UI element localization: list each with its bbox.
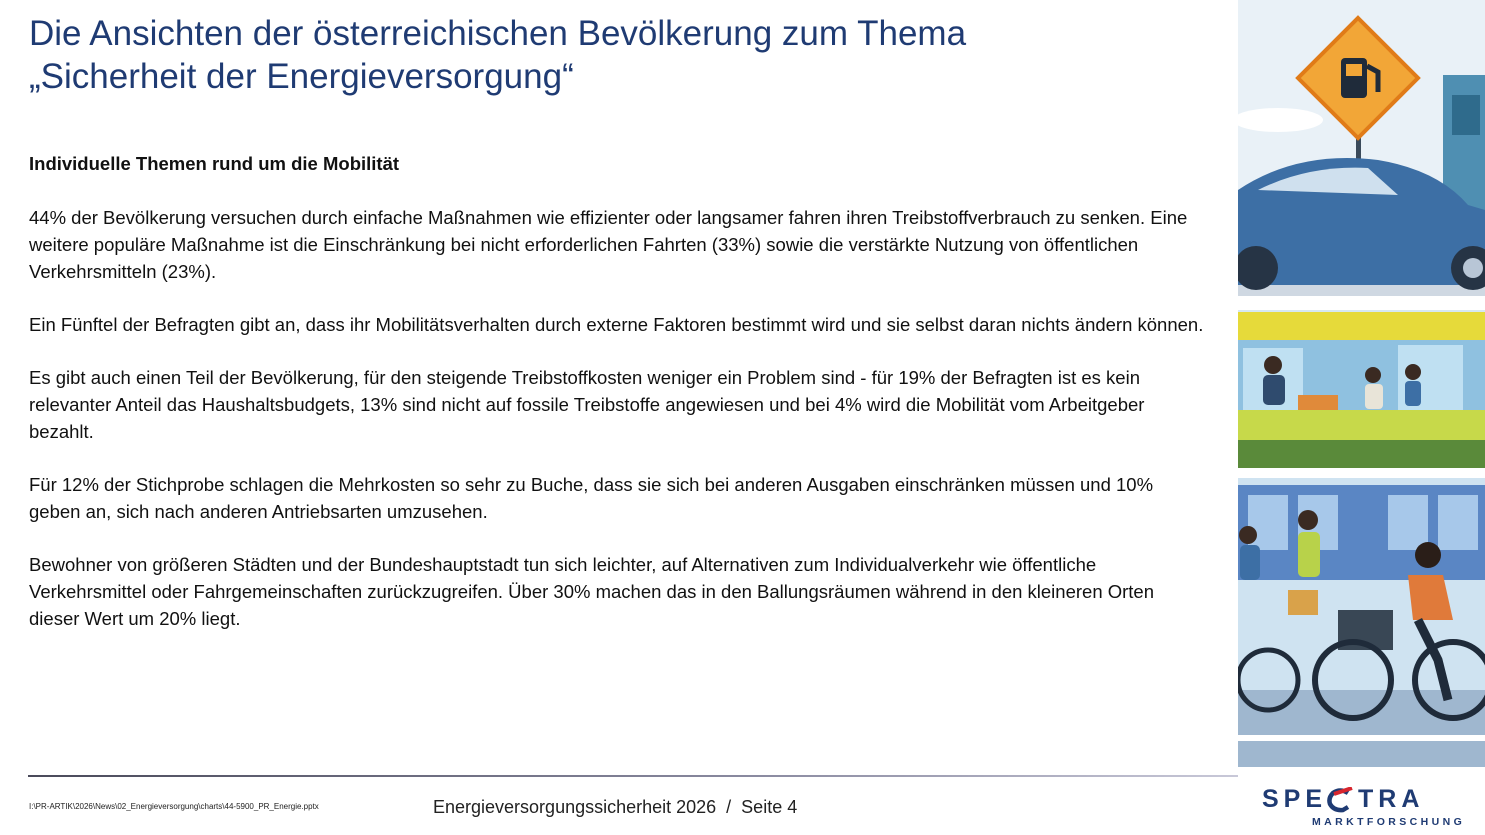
paragraph-2: Ein Fünftel der Befragten gibt an, dass ihr Mobilitätsverhalten durch externe Faktoren bestimmt wird und sie selbst daran nichts ändern können. — [29, 314, 1204, 335]
page-title — [29, 12, 1209, 98]
logo-c-mark-icon — [1326, 787, 1354, 813]
paragraph-3: Es gibt auch einen Teil der Bevölkerung, für den steigende Treibstoffkosten weniger ein Problem sind - für 19% der Befragten ist es kein relevanter Anteil das Haushaltsbudgets, 13% sind nicht auf fossile Treibstoffe angewiesen und bei 4% wird die Mobilität vom Arbeitgeber bezahlt. — [29, 367, 1145, 442]
cyclists-icon — [1238, 478, 1485, 767]
footer-file-path: I:\PR-ARTIK\2026\News\02_Energieversorgung\charts\44-5900_PR_Energie.pptx — [29, 802, 319, 811]
logo-subtitle: MARKTFORSCHUNG — [1312, 816, 1466, 828]
footer-page-info: Energieversorgungssicherheit 2026 / Seite 4 — [433, 797, 798, 817]
logo-word-left: SPE — [1262, 785, 1328, 813]
mobility-illustration — [1238, 0, 1485, 767]
footer-divider — [28, 775, 1238, 777]
paragraph-1: 44% der Bevölkerung versuchen durch einfache Maßnahmen wie effizienter oder langsamer fahren ihren Treibstoffverbrauch zu senken. Eine weitere populäre Maßnahme ist die Einschränkung bei nicht erforderlichen Fahrten (33%) sowie die verstärkte Nutzung von öffentlichen Verkehrsmitteln (23%). — [29, 207, 1188, 282]
logo-wordmark — [1262, 785, 1462, 814]
page-title-line-2: „Sicherheit der Energieversorgung“ — [29, 57, 574, 96]
section-heading: Individuelle Themen rund um die Mobilität — [29, 153, 400, 174]
paragraph-4: Für 12% der Stichprobe schlagen die Mehrkosten so sehr zu Buche, dass sie sich bei anderen Ausgaben einschränken müssen und 10% geben an, sich nach anderen Antriebsarten umzusehen. — [29, 474, 1154, 522]
spectra-logo — [1262, 785, 1466, 831]
tram-passengers-icon — [1238, 310, 1485, 468]
fuel-sign-car-icon — [1238, 0, 1485, 296]
logo-word-right: TRA — [1358, 785, 1425, 813]
body-text — [29, 204, 1209, 658]
paragraph-5: Bewohner von größeren Städten und der Bundeshauptstadt tun sich leichter, auf Alternativen zum Individualverkehr wie öffentliche Verkehrsmittel oder Fahrgemeinschaften zurückzugreifen. Über 30% machen das in den Ballungsräumen während in den kleineren Orten dieser Wert um 20% liegt. — [29, 554, 1155, 629]
page-title-line-1: Die Ansichten der österreichischen Bevölkerung zum Thema — [29, 14, 967, 53]
